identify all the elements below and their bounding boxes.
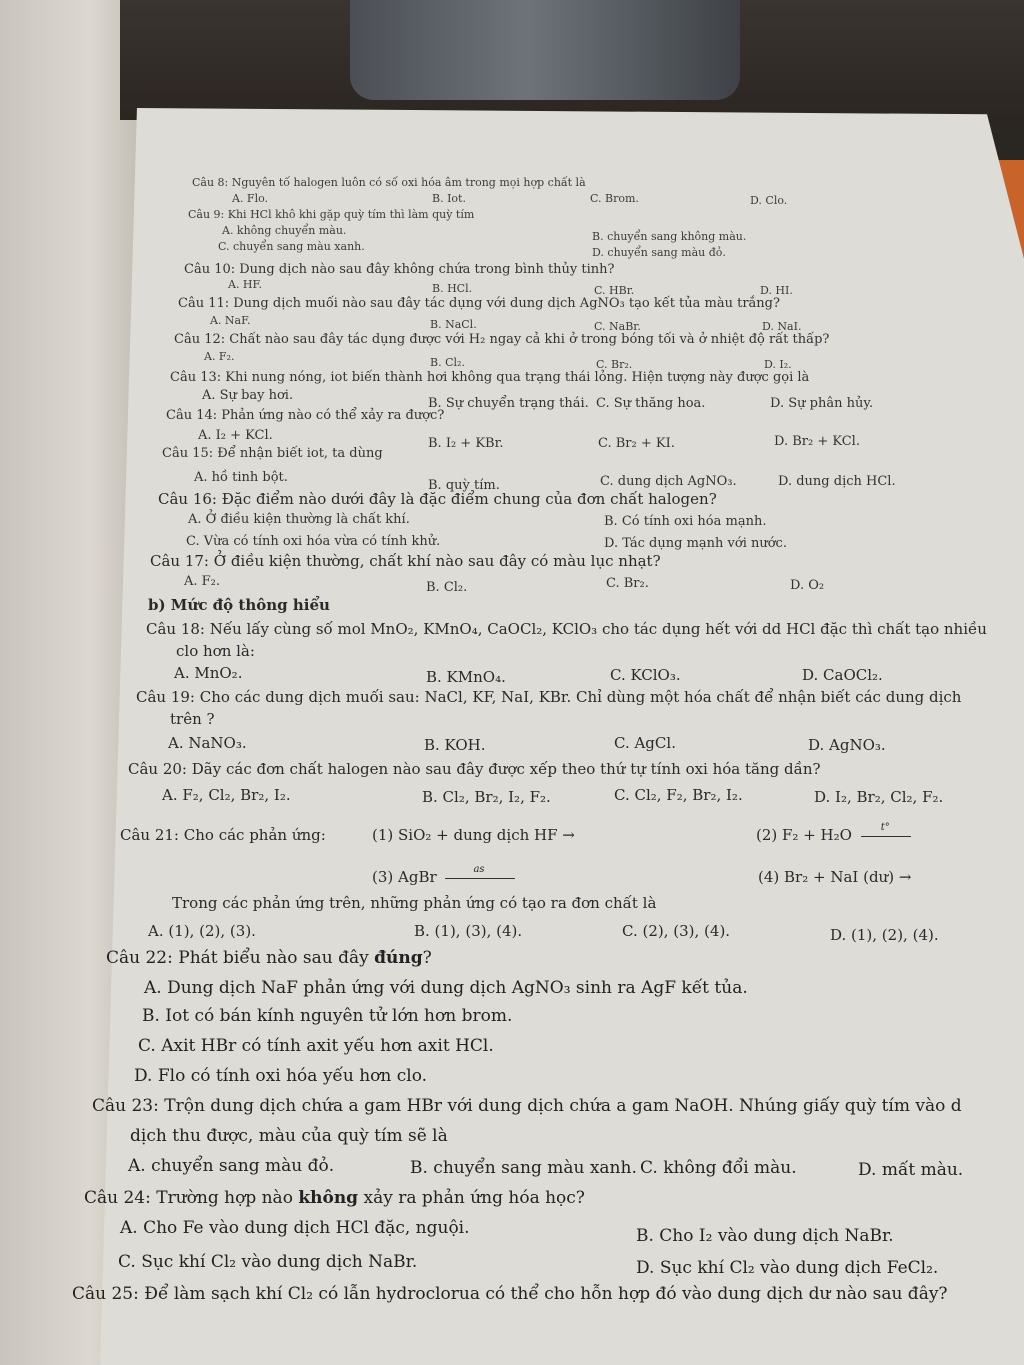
q19-option-a: A. NaNO₃. [168,734,247,752]
question-22 [106,948,432,968]
q22-text-pre: Câu 22: Phát biểu nào sau đây [106,948,375,968]
q21-option-c: C. (2), (3), (4). [622,922,731,940]
q24-text-bold: không [298,1188,359,1208]
question-14: Câu 14: Phản ứng nào có thể xảy ra được? [166,408,445,423]
q10-option-d: D. HI. [760,284,793,297]
q11-option-d: D. NaI. [762,320,802,333]
q17-option-a: A. F₂. [184,574,221,589]
q21-reaction-3-condition: as [473,863,485,875]
question-15: Câu 15: Để nhận biết iot, ta dùng [162,446,383,461]
q11-option-b: B. NaCl. [430,318,477,331]
q18-option-b: B. KMnO₄. [426,668,506,686]
question-18: Câu 18: Nếu lấy cùng số mol MnO₂, KMnO₄, CaOCl₂, KClO₃ cho tác dụng hết với dd HCl đặc thì chất tạo nhiều [146,620,987,638]
question-9: Câu 9: Khi HCl khô khi gặp quỳ tím thì làm quỳ tím [188,208,475,221]
q21-reaction-2-condition: t° [880,821,890,833]
q16-option-b: B. Có tính oxi hóa mạnh. [604,514,767,529]
q21-reaction-3-text: (3) AgBr [372,868,437,886]
q18-option-a: A. MnO₂. [174,664,243,682]
q17-option-c: C. Br₂. [606,576,649,591]
q9-option-a: A. không chuyển màu. [222,224,347,237]
q23-option-a: A. chuyển sang màu đỏ. [128,1156,335,1176]
q21-option-d: D. (1), (2), (4). [830,926,939,944]
reaction-arrow-icon [445,863,515,879]
q22-option-c: C. Axit HBr có tính axit yếu hơn axit HCl. [138,1036,494,1056]
q21-option-b: B. (1), (3), (4). [414,922,523,940]
q14-option-d: D. Br₂ + KCl. [774,434,860,449]
q15-option-b: B. quỳ tím. [428,478,500,493]
question-10: Câu 10: Dung dịch nào sau đây không chứa trong bình thủy tinh? [184,262,615,277]
question-16: Câu 16: Đặc điểm nào dưới đây là đặc điểm chung của đơn chất halogen? [158,490,717,508]
q13-option-d: D. Sự phân hủy. [770,396,874,411]
question-8: Câu 8: Nguyên tố halogen luôn có số oxi hóa âm trong mọi hợp chất là [192,176,586,189]
q20-option-b: B. Cl₂, Br₂, I₂, F₂. [422,788,551,806]
q21-reaction-2 [756,821,915,844]
question-19-cont: trên ? [170,710,215,728]
q21-reaction-2-text: (2) F₂ + H₂O [756,826,852,844]
q20-option-d: D. I₂, Br₂, Cl₂, F₂. [814,788,944,806]
q11-option-a: A. NaF. [210,314,251,327]
q24-option-d: D. Sục khí Cl₂ vào dung dịch FeCl₂. [636,1258,939,1278]
q9-option-c: C. chuyển sang màu xanh. [218,240,365,253]
question-23: Câu 23: Trộn dung dịch chứa a gam HBr với dung dịch chứa a gam NaOH. Nhúng giấy quỳ tím vào d [92,1096,962,1116]
q23-option-d: D. mất màu. [858,1160,964,1180]
question-13: Câu 13: Khi nung nóng, iot biến thành hơi không qua trạng thái lỏng. Hiện tượng này được gọi là [170,370,810,385]
q24-option-c: C. Sục khí Cl₂ vào dung dịch NaBr. [118,1252,418,1272]
q9-option-d: D. chuyển sang màu đỏ. [592,246,726,259]
q21-reaction-3 [372,863,519,886]
q21-reaction-1: (1) SiO₂ + dung dịch HF → [372,826,575,844]
q22-option-d: D. Flo có tính oxi hóa yếu hơn clo. [134,1066,428,1086]
q12-option-c: C. Br₂. [596,358,633,371]
q16-option-d: D. Tác dụng mạnh với nước. [604,536,787,551]
q20-option-a: A. F₂, Cl₂, Br₂, I₂. [162,786,291,804]
question-24 [84,1188,585,1208]
q19-option-d: D. AgNO₃. [808,736,886,754]
q12-option-b: B. Cl₂. [430,356,465,369]
section-heading-b: b) Mức độ thông hiểu [148,596,330,614]
question-21: Câu 21: Cho các phản ứng: [120,826,326,844]
q22-option-b: B. Iot có bán kính nguyên tử lớn hơn brom. [142,1006,513,1026]
q15-option-a: A. hồ tinh bột. [194,470,288,485]
question-18-cont: clo hơn là: [176,642,255,660]
q12-option-a: A. F₂. [204,350,235,363]
q10-option-c: C. HBr. [594,284,635,297]
q14-option-c: C. Br₂ + KI. [598,436,675,451]
question-25: Câu 25: Để làm sạch khí Cl₂ có lẫn hydroclorua có thể cho hỗn hợp đó vào dung dịch dư nào sau đây? [72,1284,948,1304]
question-21-prompt: Trong các phản ứng trên, những phản ứng có tạo ra đơn chất là [172,894,657,912]
q21-option-a: A. (1), (2), (3). [148,922,256,940]
q15-option-c: C. dung dịch AgNO₃. [600,474,737,489]
question-17: Câu 17: Ở điều kiện thường, chất khí nào sau đây có màu lục nhạt? [150,552,661,570]
q24-option-b: B. Cho I₂ vào dung dịch NaBr. [636,1226,894,1246]
reaction-arrow-icon [861,821,911,837]
q19-option-c: C. AgCl. [614,734,676,752]
q15-option-d: D. dung dịch HCl. [778,474,896,489]
q13-option-b: B. Sự chuyển trạng thái. [428,396,589,411]
q18-option-d: D. CaOCl₂. [802,666,883,684]
question-12: Câu 12: Chất nào sau đây tác dụng được với H₂ ngay cả khi ở trong bóng tối và ở nhiệt độ rất thấp? [174,332,830,347]
q20-option-c: C. Cl₂, F₂, Br₂, I₂. [614,786,743,804]
q16-option-a: A. Ở điều kiện thường là chất khí. [188,512,410,527]
q23-option-b: B. chuyển sang màu xanh. [410,1158,637,1178]
q8-option-d: D. Clo. [750,194,788,207]
q17-option-d: D. O₂ [790,578,825,593]
q8-option-c: C. Brom. [590,192,639,205]
q10-option-a: A. HF. [228,278,262,291]
q10-option-b: B. HCl. [432,282,473,295]
q23-option-c: C. không đổi màu. [640,1158,797,1178]
q24-option-a: A. Cho Fe vào dung dịch HCl đặc, nguội. [120,1218,470,1238]
q24-text-post: xảy ra phản ứng hóa học? [358,1188,585,1208]
q17-option-b: B. Cl₂. [426,580,468,595]
question-19: Câu 19: Cho các dung dịch muối sau: NaCl, KF, NaI, KBr. Chỉ dùng một hóa chất để nhận biết các dung dịch [136,688,962,706]
q14-option-b: B. I₂ + KBr. [428,436,504,451]
question-11: Câu 11: Dung dịch muối nào sau đây tác dụng với dung dịch AgNO₃ tạo kết tủa màu trắng? [178,296,780,311]
q11-option-c: C. NaBr. [594,320,641,333]
q18-option-c: C. KClO₃. [610,666,681,684]
q13-option-a: A. Sự bay hơi. [202,388,294,403]
question-23-cont: dịch thu được, màu của quỳ tím sẽ là [130,1126,448,1146]
q9-option-b: B. chuyển sang không màu. [592,230,747,243]
q22-text-post: ? [422,948,432,968]
q12-option-d: D. I₂. [764,358,792,371]
q16-option-c: C. Vừa có tính oxi hóa vừa có tính khử. [186,534,441,549]
q13-option-c: C. Sự thăng hoa. [596,396,706,411]
q22-option-a: A. Dung dịch NaF phản ứng với dung dịch AgNO₃ sinh ra AgF kết tủa. [144,978,748,998]
q24-text-pre: Câu 24: Trường hợp nào [84,1188,299,1208]
q8-option-b: B. Iot. [432,192,466,205]
question-20: Câu 20: Dãy các đơn chất halogen nào sau đây được xếp theo thứ tự tính oxi hóa tăng dần? [128,760,821,778]
q22-text-bold: đúng [374,948,423,968]
q19-option-b: B. KOH. [424,736,486,754]
q21-reaction-4: (4) Br₂ + NaI (dư) → [758,868,912,886]
q8-option-a: A. Flo. [232,192,269,205]
q14-option-a: A. I₂ + KCl. [198,428,273,443]
